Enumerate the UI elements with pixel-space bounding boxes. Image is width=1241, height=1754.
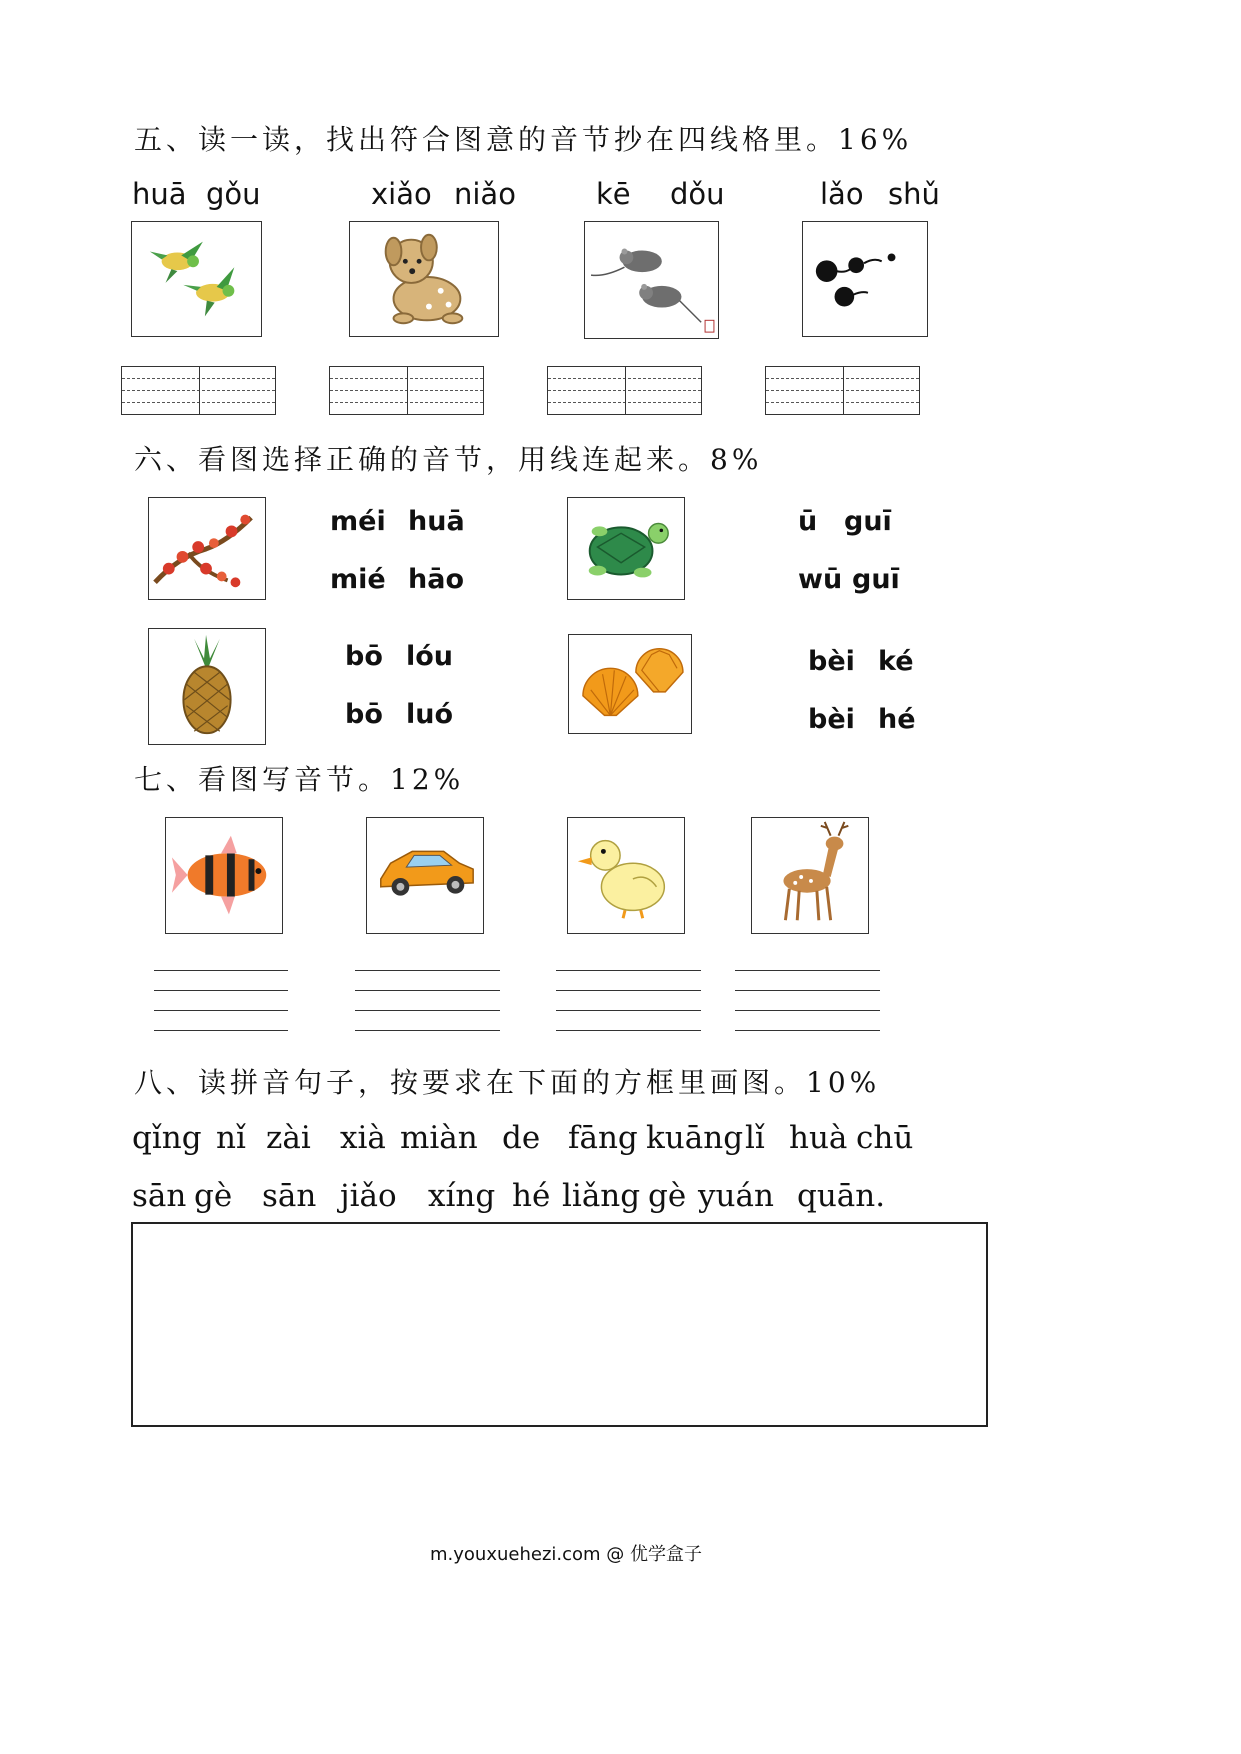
opt2-a2[interactable]: guī [844, 506, 892, 537]
opt1-b1[interactable]: mié [330, 564, 386, 595]
syllable-ke: kē [596, 177, 631, 211]
pineapple-picture [148, 628, 266, 745]
write-lines-4[interactable] [735, 970, 880, 1032]
opt4-b1[interactable]: bèi [808, 704, 855, 735]
syllable-gou: gǒu [206, 177, 261, 211]
sentence-word: liǎng [562, 1178, 641, 1214]
sentence-word: gè [648, 1178, 687, 1214]
puppy-picture [349, 221, 499, 337]
sentence-word: yuán [698, 1178, 774, 1214]
drawing-box[interactable] [131, 1222, 988, 1427]
section6-title: 六、看图选择正确的音节，用线连起来。8% [134, 443, 763, 476]
birds-picture [131, 221, 262, 337]
opt3-b2[interactable]: luó [406, 699, 454, 730]
opt3-a1[interactable]: bō [345, 641, 383, 672]
sentence-word: hé [512, 1178, 551, 1214]
syllable-niao: niǎo [454, 177, 516, 211]
opt1-a2[interactable]: huā [408, 506, 465, 537]
opt4-b2[interactable]: hé [878, 704, 916, 735]
write-lines-2[interactable] [355, 970, 500, 1032]
opt4-a1[interactable]: bèi [808, 646, 855, 677]
sentence-word: huà [789, 1120, 848, 1156]
write-lines-3[interactable] [556, 970, 701, 1032]
writing-grid-1[interactable] [121, 366, 276, 415]
shells-picture [568, 634, 692, 734]
opt2-b2[interactable]: guī [852, 564, 900, 595]
syllable-shu: shǔ [888, 177, 940, 211]
opt2-a1[interactable]: ū [798, 506, 818, 537]
footer-watermark: m.youxuehezi.com @ 优学盒子 [430, 1544, 703, 1565]
sentence-word: xíng [428, 1178, 496, 1214]
sentence-word: gè [194, 1178, 233, 1214]
sentence-word: kuāng [646, 1120, 744, 1156]
syllable-dou: dǒu [670, 177, 725, 211]
car-picture [366, 817, 484, 934]
section7-title: 七、看图写音节。12% [134, 763, 465, 796]
syllable-xiao: xiǎo [371, 177, 432, 211]
sentence-word: chū [856, 1120, 914, 1156]
sentence-word: qǐng [132, 1120, 202, 1156]
fish-picture [165, 817, 283, 934]
opt1-b2[interactable]: hāo [408, 564, 464, 595]
opt4-a2[interactable]: ké [878, 646, 914, 677]
opt3-b1[interactable]: bō [345, 699, 383, 730]
tadpoles-picture [802, 221, 928, 337]
writing-grid-4[interactable] [765, 366, 920, 415]
deer-picture [751, 817, 869, 934]
writing-grid-3[interactable] [547, 366, 702, 415]
section8-title: 八、读拼音句子，按要求在下面的方框里画图。10% [134, 1066, 881, 1099]
sentence-word: de [502, 1120, 541, 1156]
mice-picture [584, 221, 719, 339]
sentence-word: fāng [568, 1120, 638, 1156]
plum-blossom-picture [148, 497, 266, 600]
writing-grid-2[interactable] [329, 366, 484, 415]
write-lines-1[interactable] [154, 970, 288, 1032]
syllable-hua: huā [132, 177, 187, 211]
sentence-word: xià [340, 1120, 386, 1156]
sentence-word: sān [262, 1178, 317, 1214]
sentence-word: jiǎo [340, 1178, 397, 1214]
sentence-word: miàn [400, 1120, 478, 1156]
opt1-a1[interactable]: méi [330, 506, 386, 537]
sentence-word: quān. [797, 1178, 886, 1214]
opt2-b1[interactable]: wū [798, 564, 843, 595]
sentence-word: nǐ [216, 1120, 246, 1156]
sentence-word: lǐ [745, 1120, 765, 1156]
section5-title: 五、读一读，找出符合图意的音节抄在四线格里。16% [134, 123, 913, 156]
sentence-word: zài [266, 1120, 311, 1156]
syllable-lao: lǎo [820, 177, 864, 211]
opt3-a2[interactable]: lóu [406, 641, 454, 672]
sentence-word: sān [132, 1178, 187, 1214]
duck-picture [567, 817, 685, 934]
turtle-picture [567, 497, 685, 600]
